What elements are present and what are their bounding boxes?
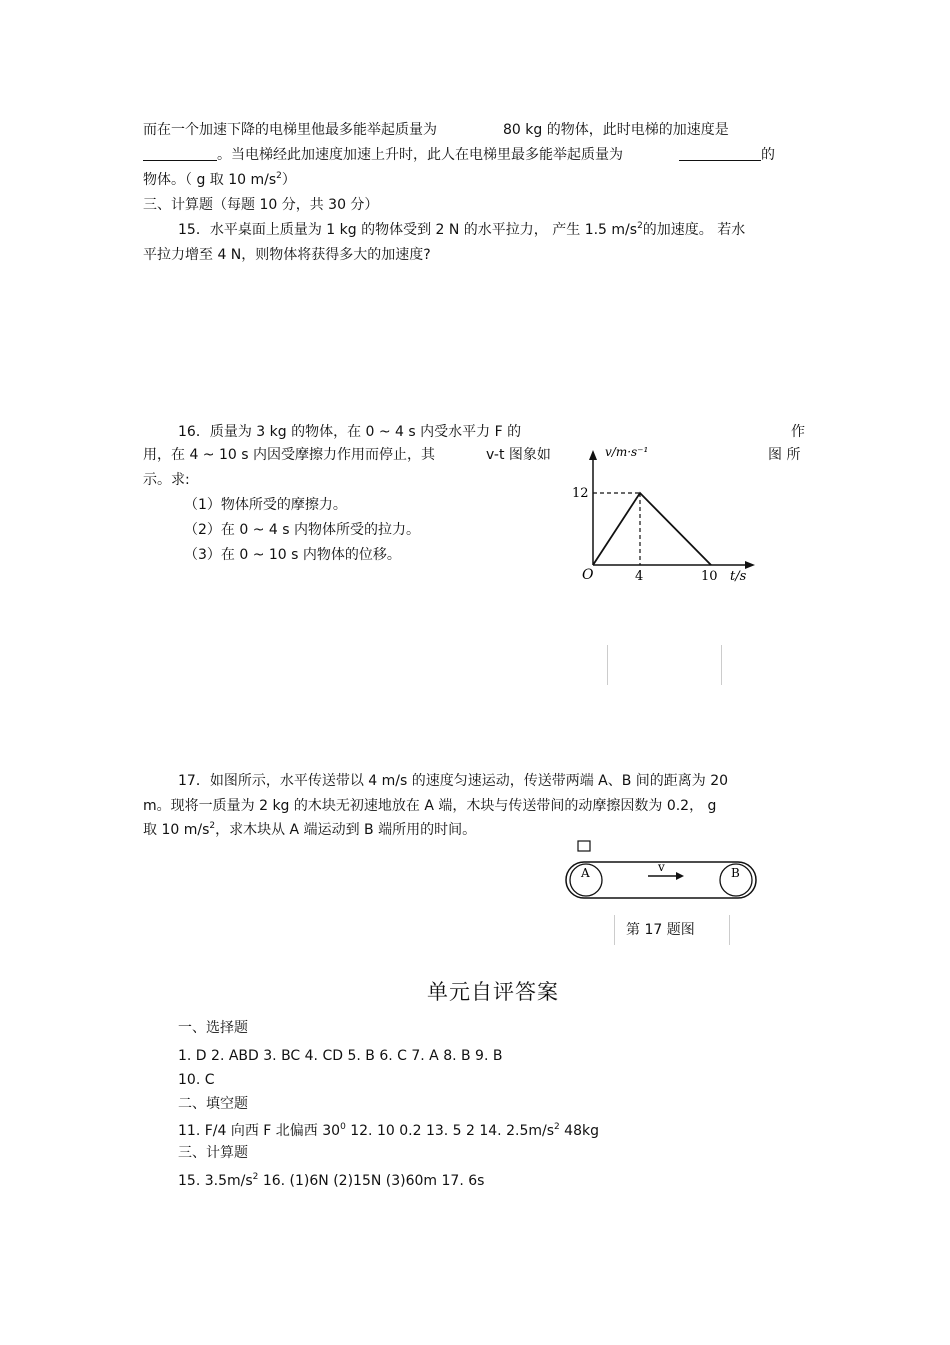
wood-block xyxy=(578,841,590,851)
answers-sec3-header: 三、计算题 xyxy=(178,1145,248,1161)
answers-sec2-line: 11. F/4 向西 F 北偏西 $30^0$ 12. 10 0.2 13. 5 2 14. $2.5m/s^2$ 48kg xyxy=(178,1122,599,1139)
q16-sub1: （1）物体所受的摩擦力。 xyxy=(184,497,347,513)
divider-line xyxy=(607,645,608,685)
velocity-arrow-head xyxy=(676,872,684,880)
q14-text-line3: 物体。（ g 取 10 $m/s^2$） xyxy=(143,171,296,188)
v-axis-arrow xyxy=(589,450,597,460)
answers-sec2-header: 二、填空题 xyxy=(178,1096,248,1112)
divider-line xyxy=(729,915,730,945)
answers-sec1-line2: 10. C xyxy=(178,1072,215,1088)
q17-line2: m。现将一质量为 2 kg 的木块无初速地放在 A 端，木块与传送带间的动摩擦因数为 0.2， g xyxy=(143,798,717,814)
peak-v-label: 12 xyxy=(572,486,589,501)
q16-line2-right: 图 所 xyxy=(768,447,801,463)
q15-line2: 平拉力增至 4 N，则物体将获得多大的加速度? xyxy=(143,247,431,263)
belt-right-curve xyxy=(738,862,756,898)
pulley-b-label: B xyxy=(731,866,740,880)
t-axis-arrow xyxy=(745,561,755,569)
conveyor-belt-figure xyxy=(560,835,770,910)
tick-10-label: 10 xyxy=(701,569,718,584)
vt-graph xyxy=(565,440,765,590)
q14-text-line2: 。当电梯经此加速度加速上升时，此人在电梯里最多能举起质量为 的 xyxy=(143,145,775,165)
answers-sec1-header: 一、选择题 xyxy=(178,1020,248,1036)
divider-line xyxy=(614,915,615,945)
section3-header: 三、计算题（每题 10 分，共 30 分） xyxy=(143,197,379,213)
answers-title: 单元自评答案 xyxy=(427,980,559,1004)
q16-line1-right: 作 xyxy=(791,424,805,440)
q17-line3: 取 10 $m/s^2$，求木块从 A 端运动到 B 端所用的时间。 xyxy=(143,821,477,838)
velocity-label: v xyxy=(658,860,665,874)
divider-line xyxy=(721,645,722,685)
answer-blank xyxy=(143,146,217,161)
t-axis-label: t/s xyxy=(730,569,747,584)
q16-line1: 16．质量为 3 kg 的物体，在 0 ~ 4 s 内受水平力 F 的 xyxy=(178,424,522,440)
pulley-a-label: A xyxy=(581,866,590,880)
answers-sec3-line: 15. $3.5m/s^2$ 16. (1)6N (2)15N (3)60m 17. 6s xyxy=(178,1172,485,1189)
q16-line2-vt: v-t 图象如 xyxy=(486,447,551,463)
q16-line2: 用，在 4 ~ 10 s 内因受摩擦力作用而停止，其 xyxy=(143,447,435,463)
tick-4-label: 4 xyxy=(635,569,644,584)
q16-line3: 示。求: xyxy=(143,472,190,488)
q15-line1: 15．水平桌面上质量为 1 kg 的物体受到 2 N 的水平拉力， 产生 1.5 $m/s^2$的加速度。 若水 xyxy=(178,221,746,238)
answers-sec1-line1: 1. D 2. ABD 3. BC 4. CD 5. B 6. C 7. A 8. B 9. B xyxy=(178,1048,503,1064)
origin-label: O xyxy=(582,567,594,583)
q17-line1: 17．如图所示，水平传送带以 4 m/s 的速度匀速运动，传送带两端 A、B 间的距离为 20 xyxy=(178,773,729,789)
v-axis-label: v/m·s⁻¹ xyxy=(605,445,649,459)
answer-blank xyxy=(679,146,761,161)
q16-sub3: （3）在 0 ~ 10 s 内物体的位移。 xyxy=(184,547,401,563)
q16-sub2: （2）在 0 ~ 4 s 内物体所受的拉力。 xyxy=(184,522,420,538)
vt-line xyxy=(593,493,711,565)
figure-caption: 第 17 题图 xyxy=(626,922,695,938)
q14-text-line1: 而在一个加速下降的电梯里他最多能举起质量为 80 kg 的物体，此时电梯的加速度是 xyxy=(143,122,729,138)
